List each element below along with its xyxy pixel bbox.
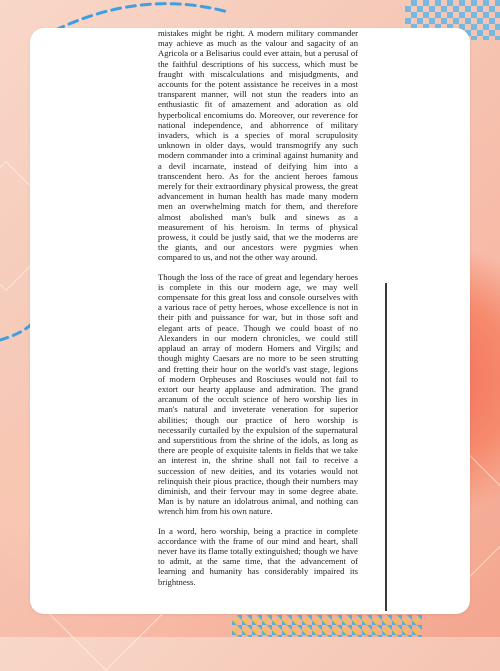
paragraph: Though the loss of the race of great and legendary heroes is complete in this our modern age, we may well compensate for this great loss and console ourselves with a various race of petty heroes, whose excellence is not in their pith and puissance for war, but in those soft and elegant arts of peace. Though we could boast of no Alexanders in our modern chronicles, we could still applaud an array of modern Homers and Virgils; and though mighty Caesars are no more to be seen strutting and fretting their hour on the world's vast stage, legions of modern Orpheuses and Rosciuses would not fail to extort our hearty applause and admiration. The grand arcanum of the occult science of hero worship lies in man's natural and inveterate veneration for superior abilities; though our practice of hero worship is necessarily curtailed by the expulsion of the supernatural and superstitious from the shrine of the idols, as long as there are people of exquisite talents in fields that we take an interest in, the shrine shall not fail to receive a succession of new deities, and its votaries would not relinquish their pious practice, though their numbers may diminish, and their fervour may in some degree abate. Man is by nature an idolatrous animal, and nothing can wrench him from his own nature. bbox=[158, 271, 358, 517]
document-body bbox=[158, 28, 358, 596]
scrollbar[interactable] bbox=[385, 283, 387, 611]
document-page bbox=[30, 28, 470, 614]
paragraph: In a word, hero worship, being a practice in complete accordance with the frame of our mind and heart, shall never have its flame totally extinguished; though we have to admit, at the same time, that the advancement of learning and humanity has considerably impaired its brightness. bbox=[158, 525, 358, 587]
paragraph: mistakes might be right. A modern military commander may achieve as much as the valour and sagacity of an Agricola or a Belisarius could ever attain, but a perusal of the faithful descriptions of his success, which must be fraught with miscalculations and misjudgments, and accounts for the potent assistance he receives in a most transparent manner, will not stun the readers into an enthusiastic fit of amazement and adoration as old hyperbolical encomiums do. Moreover, our reverence for national independence, and abhorrence of military invaders, which is a species of moral scrupulosity unknown in older days, would transmogrify any such modern commander into a criminal against humanity and a devil incarnate, instead of deifying him into a transcendent hero. As for the ancient heroes famous merely for their extraordinary physical prowess, the great advancement in human health has made many modern men an overwhelming match for them, and therefore almost abolished man's bulk and sinews as a measurement of his heroism. In terms of physical prowess, it could be justly said, that we the moderns are the giants, and our ancestors were pygmies when compared to us, and not the other way around. bbox=[158, 28, 358, 263]
checker-pattern-decoration bbox=[232, 615, 422, 637]
